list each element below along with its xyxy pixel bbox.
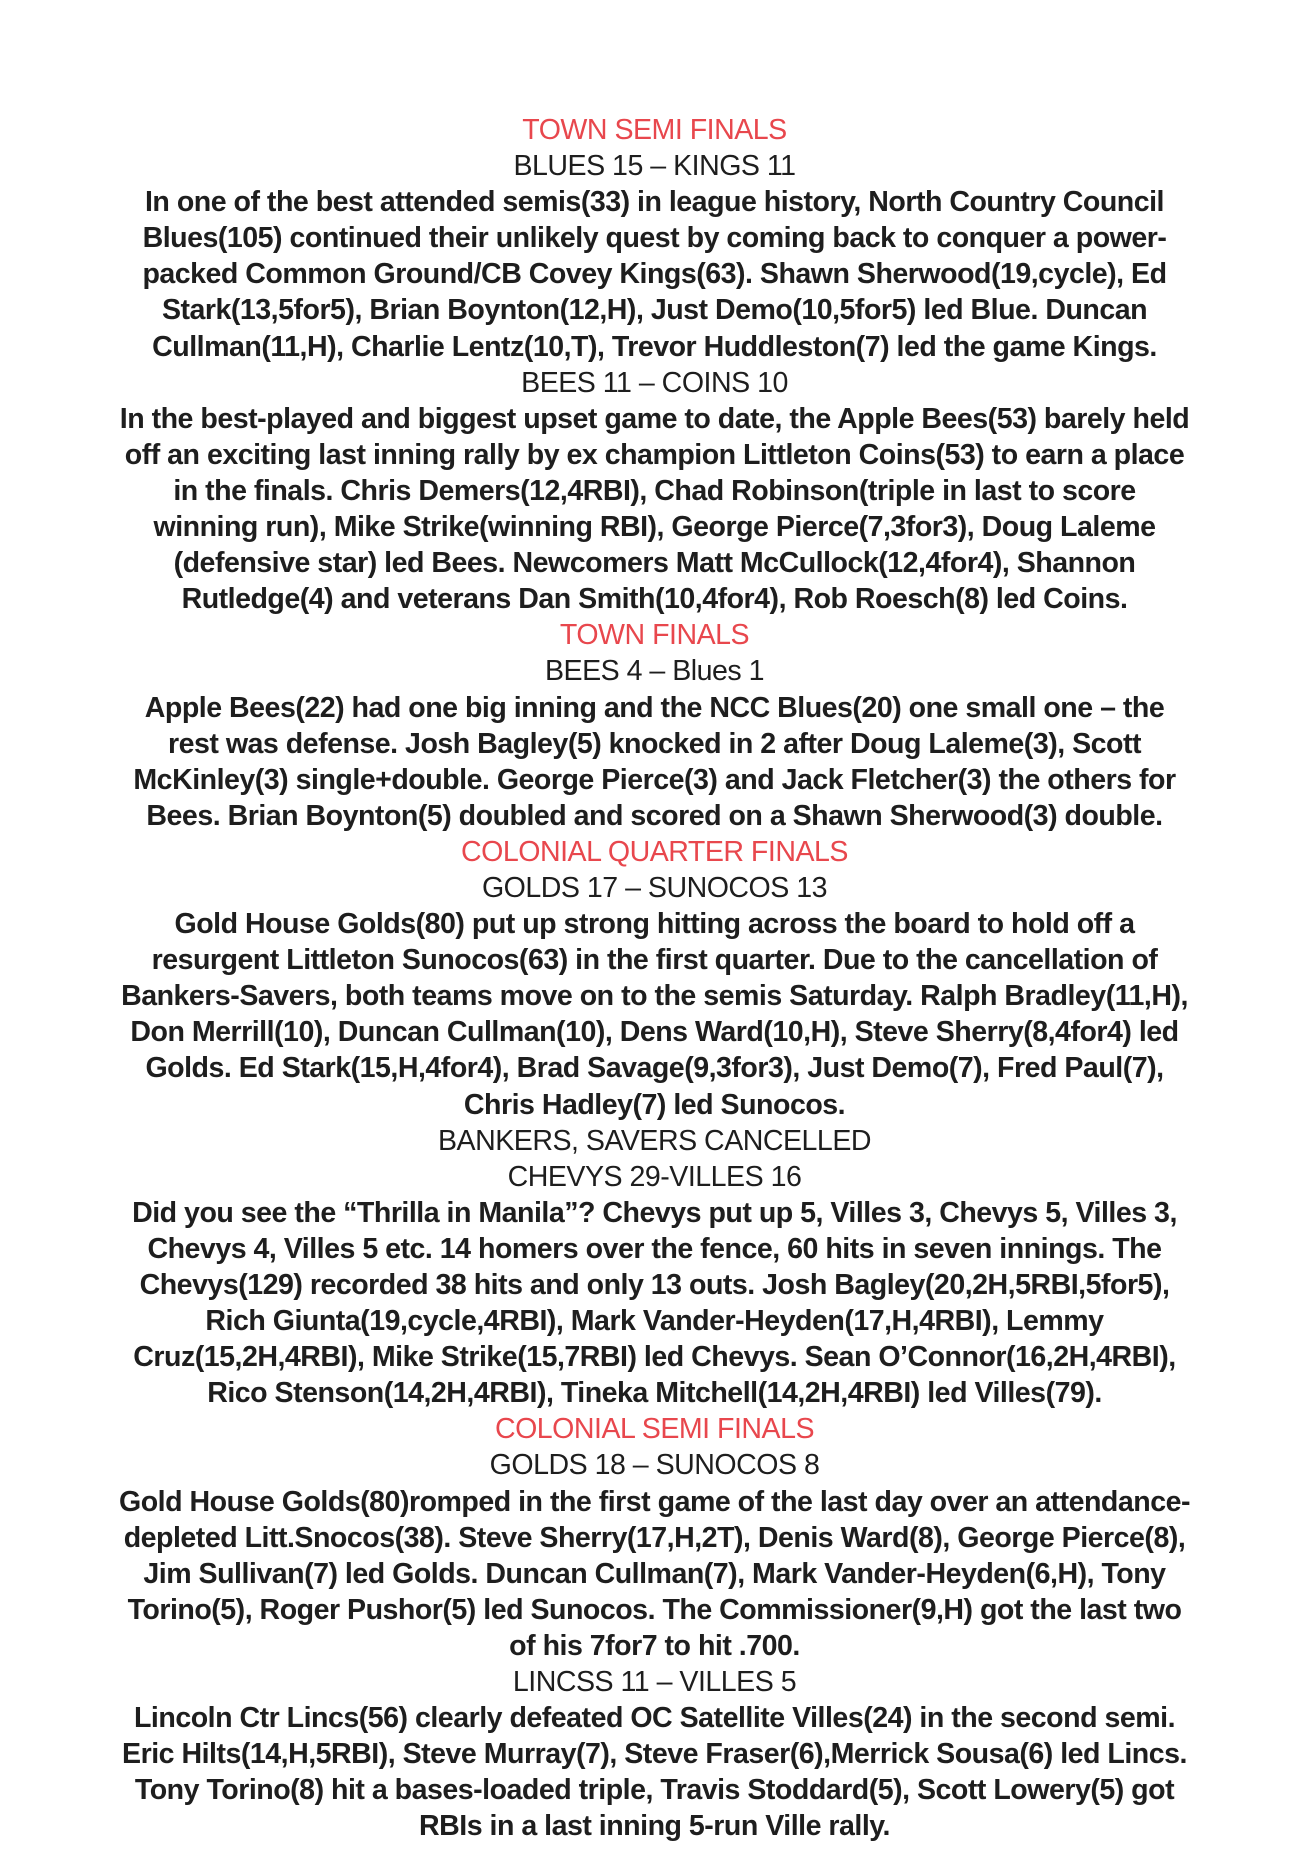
game-recap — [0, 1700, 1309, 1844]
recap-line: Apple Bees(22) had one big inning and the NCC Blues(20) one small one – the — [144, 691, 1165, 724]
game-score-title: GOLDS 17 – SUNOCOS 13 — [481, 871, 828, 904]
recap-line: Chevys(129) recorded 38 hits and only 13 outs. Josh Bagley(20,2H,5RBI,5for5), — [139, 1269, 1170, 1301]
recap-line: Golds. Ed Stark(15,H,4for4), Brad Savage(9,3for3), Just Demo(7), Fred Paul(7), — [145, 1052, 1164, 1085]
recap-line: of his 7for7 to hit .700. — [509, 1629, 800, 1662]
recap-line: Rich Giunta(19,cycle,4RBI), Mark Vander-Heyden(17,H,4RBI), Lemmy — [205, 1305, 1104, 1338]
game-recap — [0, 184, 1309, 364]
results-page — [0, 112, 1309, 1845]
game-recap — [0, 690, 1309, 834]
recap-line: Eric Hilts(14,H,5RBI), Steve Murray(7), Steve Fraser(6),Merrick Sousa(6) led Lincs. — [122, 1738, 1187, 1771]
game-score-title: BEES 11 – COINS 10 — [521, 366, 788, 399]
game-recap — [0, 401, 1309, 618]
game-score-title: BANKERS, SAVERS CANCELLED — [437, 1124, 871, 1157]
recap-line: McKinley(3) single+double. George Pierce(3) and Jack Fletcher(3) the others for — [133, 763, 1176, 796]
recap-line: Rutledge(4) and veterans Dan Smith(10,4for4), Rob Roesch(8) led Coins. — [181, 583, 1128, 616]
recap-line: In one of the best attended semis(33) in league history, North Country Council — [145, 186, 1164, 219]
recap-line: Gold House Golds(80)romped in the first game of the last day over an attendance- — [119, 1485, 1190, 1518]
recap-line: Don Merrill(10), Duncan Cullman(10), Dens Ward(10,H), Steve Sherry(8,4for4) led — [130, 1016, 1179, 1049]
recap-line: Chevys 4, Villes 5 etc. 14 homers over the fence, 60 hits in seven innings. The — [147, 1232, 1162, 1265]
recap-line: Lincoln Ctr Lincs(56) clearly defeated OC Satellite Villes(24) in the second semi. — [133, 1702, 1175, 1735]
recap-line: Jim Sullivan(7) led Golds. Duncan Cullman(7), Mark Vander-Heyden(6,H), Tony — [143, 1557, 1166, 1590]
recap-line: Cruz(15,2H,4RBI), Mike Strike(15,7RBI) led Chevys. Sean O’Connor(16,2H,4RBI), — [133, 1341, 1176, 1374]
recap-line: Rico Stenson(14,2H,4RBI), Tineka Mitchell(14,2H,4RBI) led Villes(79). — [207, 1377, 1102, 1410]
recap-line: Gold House Golds(80) put up strong hitting across the board to hold off a — [174, 908, 1135, 941]
recap-line: Torino(5), Roger Pushor(5) led Sunocos. The Commissioner(9,H) got the last two — [127, 1593, 1182, 1626]
section-heading: COLONIAL QUARTER FINALS — [461, 835, 848, 868]
recap-line: Stark(13,5for5), Brian Boynton(12,H), Just Demo(10,5for5) led Blue. Duncan — [161, 294, 1148, 327]
recap-line: RBIs in a last inning 5-run Ville rally. — [419, 1810, 890, 1843]
section-heading: TOWN SEMI FINALS — [522, 114, 787, 146]
game-score-title: LINCSS 11 – VILLES 5 — [512, 1666, 797, 1699]
game-score-title: GOLDS 18 – SUNOCOS 8 — [489, 1449, 820, 1482]
recap-line: Cullman(11,H), Charlie Lentz(10,T), Trevor Huddleston(7) led the game Kings. — [152, 330, 1157, 363]
recap-line: Bees. Brian Boynton(5) doubled and scored on a Shawn Sherwood(3) double. — [146, 799, 1163, 832]
recap-line: Did you see the “Thrilla in Manila”? Chevys put up 5, Villes 3, Chevys 5, Villes 3, — [132, 1196, 1177, 1229]
recap-line: Tony Torino(8) hit a bases-loaded triple, Travis Stoddard(5), Scott Lowery(5) got — [134, 1774, 1175, 1807]
game-recap — [0, 906, 1309, 1123]
game-score-title: CHEVYS 29-VILLES 16 — [507, 1160, 802, 1193]
recap-line: packed Common Ground/CB Covey Kings(63). Shawn Sherwood(19,cycle), Ed — [142, 258, 1167, 291]
recap-line: off an exciting last inning rally by ex champion Littleton Coins(53) to earn a place — [124, 438, 1185, 471]
game-recap — [0, 1195, 1309, 1412]
section-heading: COLONIAL SEMI FINALS — [494, 1413, 815, 1446]
section-heading: TOWN FINALS — [559, 619, 750, 652]
recap-line: (defensive star) led Bees. Newcomers Matt McCullock(12,4for4), Shannon — [173, 547, 1136, 580]
recap-line: rest was defense. Josh Bagley(5) knocked in 2 after Doug Laleme(3), Scott — [167, 727, 1141, 760]
recap-line: in the finals. Chris Demers(12,4RBI), Chad Robinson(triple in last to score — [173, 474, 1136, 507]
recap-line: Bankers-Savers, both teams move on to the semis Saturday. Ralph Bradley(11,H), — [121, 980, 1188, 1013]
recap-line: Chris Hadley(7) led Sunocos. — [463, 1088, 846, 1121]
game-score-title: BLUES 15 – KINGS 11 — [513, 150, 796, 183]
game-recap — [0, 1484, 1309, 1664]
recap-line: resurgent Littleton Sunocos(63) in the first quarter. Due to the cancellation of — [151, 944, 1158, 977]
recap-line: Blues(105) continued their unlikely quest by coming back to conquer a power- — [142, 222, 1167, 255]
recap-line: depleted Litt.Snocos(38). Steve Sherry(17,H,2T), Denis Ward(8), George Pierce(8), — [123, 1521, 1186, 1554]
recap-line: In the best-played and biggest upset game to date, the Apple Bees(53) barely held — [119, 402, 1190, 435]
game-score-title: BEES 4 – Blues 1 — [544, 655, 765, 688]
recap-line: winning run), Mike Strike(winning RBI), George Pierce(7,3for3), Doug Laleme — [153, 511, 1156, 544]
